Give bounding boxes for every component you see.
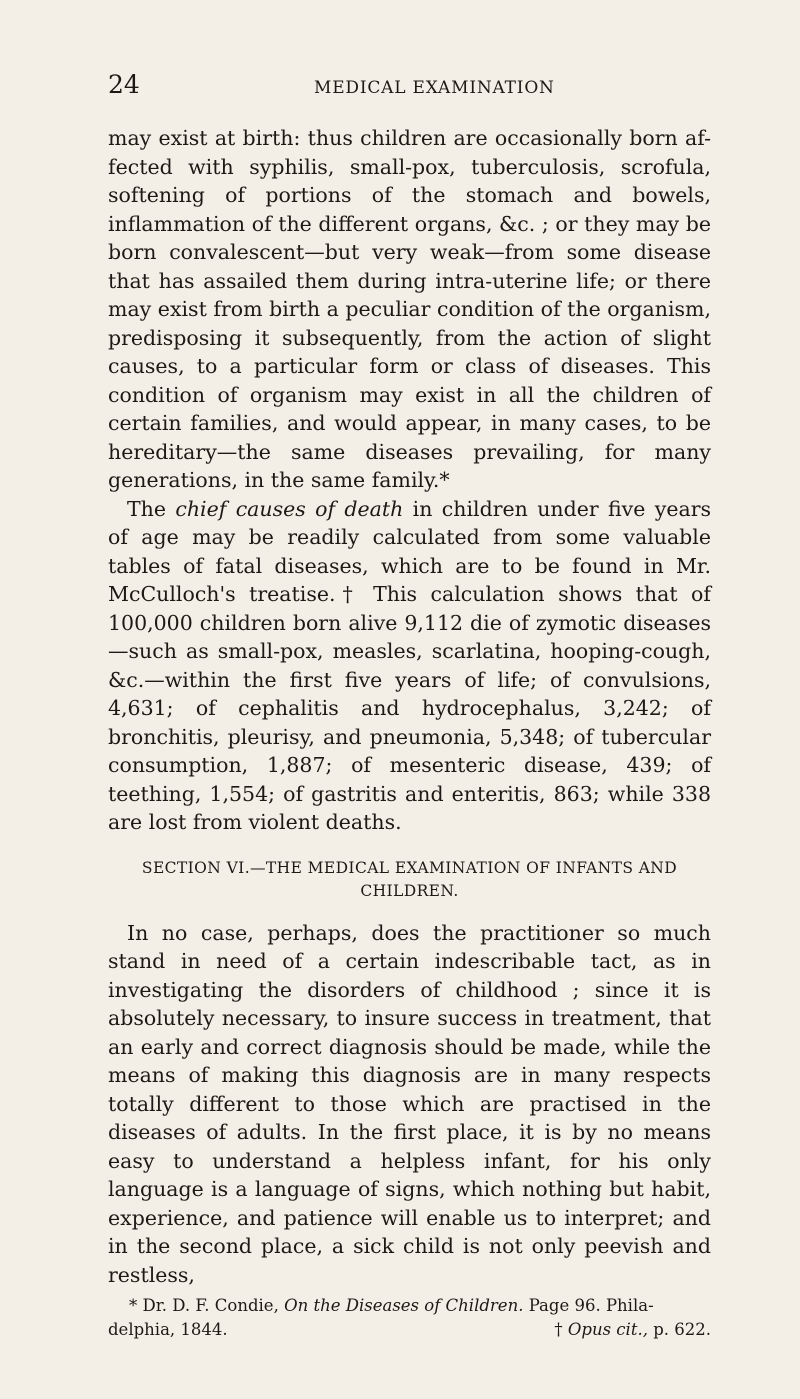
footnote-opus-cit-title: Opus cit.,: [567, 1320, 648, 1339]
section-heading-line-1: SECTION VI.—THE MEDICAL EXAMINATION OF INFANTS AND: [141, 858, 678, 877]
footnote-condie-end: Page 96. Phila-: [523, 1296, 654, 1315]
paragraph-chief-causes-intro: The: [127, 496, 176, 521]
footnote-condie-start: * Dr. D. F. Condie,: [129, 1296, 285, 1315]
paragraph-chief-causes: [108, 495, 711, 837]
section-heading-line-2: CHILDREN.: [360, 881, 459, 900]
paragraph-medical-examination: In no case, perhaps, does the practitioner so much stand in need of a certain indescribable tact, as in investigating the disorders of childhood ; since it is absolutely necessary, to insure success in treatment, that an early and correct diagnosis should be made, while the means of making this diagnosis are in many respects totally different to those which are practised in the diseases of adults. In the first place, it is by no means easy to understand a helpless infant, for his only language is a language of signs, which nothing but habit, experience, and patience will enable us to interpret; and in the second place, a sick child is not only peevish and restless,: [108, 920, 711, 1287]
footnote-opus-cit-page: p. 622.: [647, 1320, 711, 1339]
footnote-condie-title: On the Diseases of Children.: [284, 1296, 524, 1315]
footnote-line-two: [108, 1318, 711, 1342]
paragraph-chief-causes-body: in children under five years of age may be readily calculated from some valuable tables of fatal diseases, which are to be found in Mr. McCulloch's treatise.† This calculation shows that of 100,000 children born alive 9,112 die of zymotic diseases—such as small-pox, measles, scarlatina, hooping-cough, &c.—within the first five years of life; of convulsions, 4,631; of cephalitis and hydrocephalus, 3,242; of bronchitis, pleurisy, and pneumonia, 5,348; of tubercular consumption, 1,887; of mesenteric disease, 439; of teething, 1,554; of gastritis and enteritis, 863; while 338 are lost from violent deaths.: [108, 496, 712, 834]
footnote-opus-cit: [554, 1318, 711, 1342]
book-page: [108, 70, 711, 1342]
footnotes: [108, 1294, 711, 1342]
running-head: [108, 70, 711, 104]
footnote-condie-continuation: delphia, 1844.: [108, 1320, 228, 1339]
running-title: MEDICAL EXAMINATION: [314, 78, 555, 98]
footnote-condie: [108, 1294, 711, 1318]
paragraph-continuation: may exist at birth: thus children are occasionally born af- fected with syphilis, small-pox, tuberculosis, scrofula, softening of portions of the stomach and bowels, inflammation of the different organs, &c. ; or they may be born convalescent—but very weak—from some disease that has assailed them during intra-uterine life; or there may exist from birth a peculiar condition of the organism, predisposing it subsequently, from the action of slight causes, to a particular form or class of diseases. This condition of organism may exist in all the children of certain families, and would appear, in many cases, to be hereditary—the same diseases prevailing, for many generations, in the same family.*: [108, 126, 711, 492]
footnote-opus-cit-mark: †: [554, 1320, 568, 1339]
page-number: 24: [108, 70, 140, 99]
section-heading: [108, 857, 711, 903]
chief-causes-italic-phrase: chief causes of death: [175, 496, 404, 521]
